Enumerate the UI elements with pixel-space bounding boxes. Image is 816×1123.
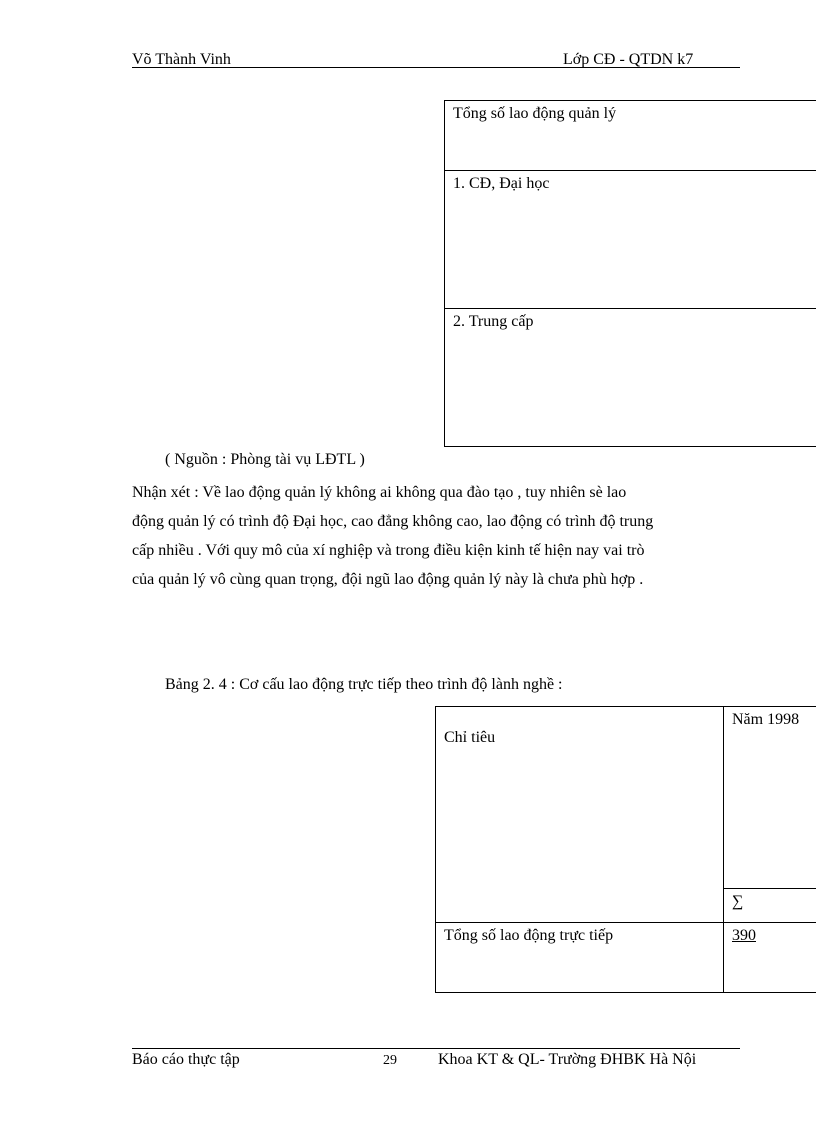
table-cell: 1. CĐ, Đại học — [445, 171, 816, 309]
table-cell: Tổng số lao động quản lý — [445, 101, 816, 171]
row-label: Tổng số lao động trực tiếp — [444, 927, 614, 944]
direct-labor-table — [435, 706, 816, 993]
remark-line: cấp nhiều . Với quy mô của xí nghiệp và trong điều kiện kinh tế hiện nay vai trò — [132, 542, 645, 559]
row-label-cell — [436, 923, 724, 993]
footer-rule — [132, 1048, 740, 1049]
remark-line: Nhận xét : Về lao động quản lý không ai không qua đào tạo , tuy nhiên sè lao — [132, 484, 627, 501]
table-cell: 2. Trung cấp — [445, 309, 816, 447]
footer-left: Báo cáo thực tập — [132, 1051, 240, 1068]
remark-paragraph — [132, 478, 752, 594]
table-row — [445, 309, 816, 447]
source-note: ( Nguồn : Phòng tài vụ LĐTL ) — [165, 451, 365, 468]
table-row — [445, 171, 816, 309]
remark-line: của quản lý vô cùng quan trọng, đội ngũ lao động quản lý này là chưa phù hợp . — [132, 571, 644, 588]
header-rule — [132, 67, 740, 68]
header-class: Lớp CĐ - QTDN k7 — [563, 51, 694, 68]
table2-caption: Bảng 2. 4 : Cơ cấu lao động trực tiếp theo trình độ lành nghề : — [165, 676, 563, 693]
row-value: 390 — [732, 927, 756, 944]
footer-right: Khoa KT & QL- Trường ĐHBK Hà Nội — [438, 1051, 697, 1068]
table-row — [436, 707, 816, 889]
header-author: Võ Thành Vinh — [132, 51, 231, 68]
remark-line: động quản lý có trình độ Đại học, cao đẳng không cao, lao động có trình độ trung — [132, 513, 654, 530]
year-cell — [724, 707, 816, 889]
year-label: Năm 1998 — [732, 711, 800, 728]
header-label: Chỉ tiêu — [444, 729, 496, 746]
row-value-cell — [724, 923, 816, 993]
sigma-cell — [724, 889, 816, 923]
page-number: 29 — [383, 1053, 397, 1068]
header-label-cell — [436, 707, 724, 923]
table-row — [445, 101, 816, 171]
sigma-label: ∑ — [732, 893, 744, 910]
table-row — [436, 923, 816, 993]
management-labor-table — [444, 100, 816, 447]
